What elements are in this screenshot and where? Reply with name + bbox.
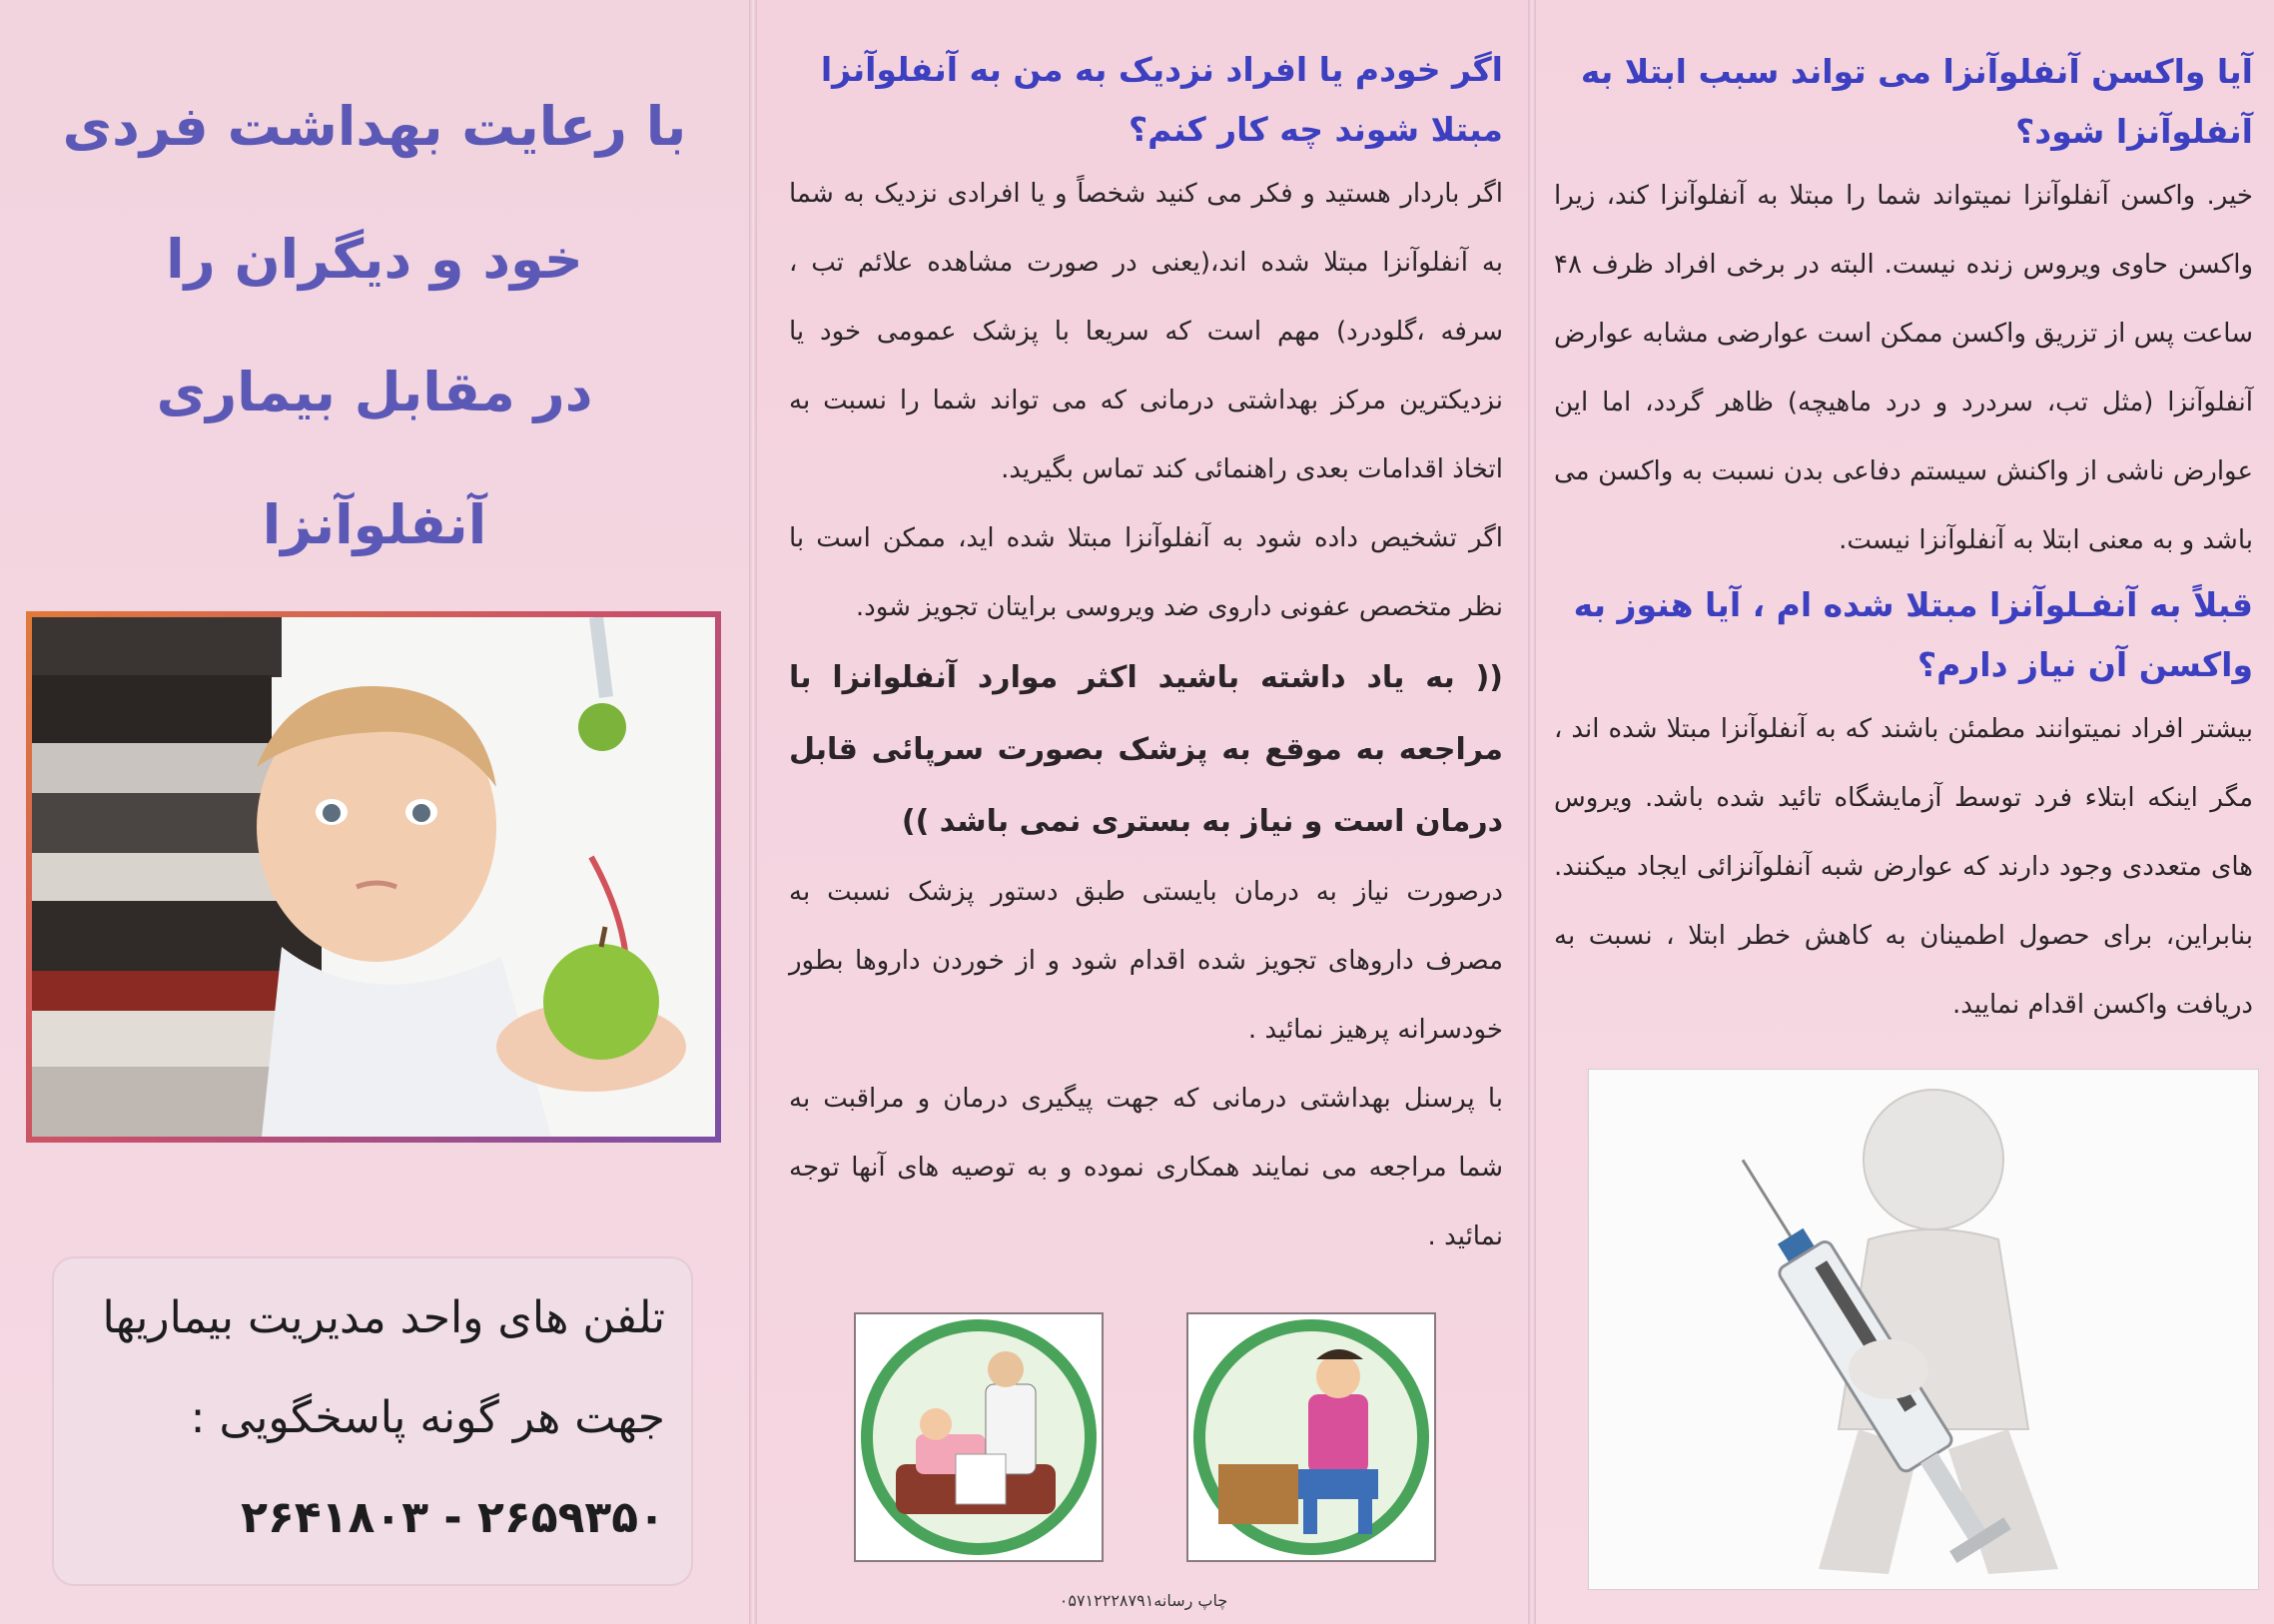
middle-bold-note: (( به یاد داشته باشید اکثر موارد آنفلوانزا با مراجعه به موقع به پزشک بصورت سرپائی قابل درمان است و نیاز به بستری نمی باشد )) <box>789 660 1503 839</box>
fold-line <box>749 0 757 1624</box>
middle-paragraph: درصورت نیاز به درمان بایستی طبق دستور پزشک نسبت به مصرف داروهای تجویز شده اقدام شود و از خوردن داروها بطور خودسرانه پرهیز نمائید . <box>789 877 1503 1045</box>
fold-line <box>1528 0 1536 1624</box>
figure-head <box>1864 1090 2003 1229</box>
slogan-line: با رعایت بهداشت فردی <box>62 95 687 158</box>
middle-paragraph: با پرسنل بهداشتی درمانی که جهت پیگیری درمان و مراقبت به شما مراجعه می نمایند همکاری نموده و به توصیه های آنها توجه نمائید . <box>789 1084 1503 1251</box>
right-paragraph: خیر. واکسن آنفلوآنزا نمیتواند شما را مبتلا به آنفلوآنزا کند، زیرا واکسن حاوی ویروس زنده نیست. البته در برخی افراد ظرف ۴۸ ساعت پس از تزریق واکسن ممکن است عوارضی مشابه عوارض آنفلوآنزا (مثل تب، سردرد و درد ماهیچه) ظاهر گردد، اما این عوارض ناشی از واکنش سیستم دفاعی بدن نسبت به واکسن می باشد و به معنی ابتلا به آنفلوآنزا نیست. <box>1554 181 2253 555</box>
small-apple <box>578 703 626 751</box>
phone-title-line-2: جهت هر گونه پاسخگویی : <box>190 1392 665 1443</box>
middle-text-column <box>789 40 1503 1271</box>
slogan-line: در مقابل بیماری آنفلوآنزا <box>156 361 593 556</box>
phone-title-line-1: تلفن های واحد مدیریت بیماریها <box>102 1292 665 1343</box>
contact-phone-box <box>52 1256 693 1586</box>
child-with-apple-photo <box>26 611 721 1143</box>
right-heading: قبلاً به آنفـلوآنزا مبتلا شده ام ، آیا هنوز به واکسن آن نیاز دارم؟ <box>1573 585 2253 684</box>
right-text-column <box>1554 42 2253 1040</box>
print-note: چاپ رسانه۰۵۷۱۲۲۲۸۷۹۱ <box>1059 1591 1228 1610</box>
child-photo-illustration <box>32 617 715 1137</box>
sick-person-illustration <box>1186 1312 1436 1562</box>
apple-icon <box>543 944 659 1060</box>
middle-paragraph: اگر تشخیص داده شود به آنفلوآنزا مبتلا شده اید، ممکن است با نظر متخصص عفونی داروی ضد ویروسی برایتان تجویز شود. <box>789 523 1503 622</box>
right-paragraph: بیشتر افراد نمیتوانند مطمئن باشند که به آنفلوآنزا مبتلا شده اند ، مگر اینکه ابتلاء فرد توسط آزمایشگاه تائید شده باشد. ویروس های متعددی وجود دارند که عوارض شبه آنفلوآنزائی ایجاد میکنند. بنابراین، برای حصول اطمینان به کاهش خطر ابتلا ، نسبت به دریافت واکسن اقدام نمایید. <box>1554 714 2253 1020</box>
phone-numbers: ۲۶۵۹۳۵۰ - ۲۶۴۱۸۰۳ <box>241 1492 665 1543</box>
middle-paragraph: اگر باردار هستید و فکر می کنید شخصاً و یا افرادی نزدیک به شما به آنفلوآنزا مبتلا شده اند،(یعنی در صورت مشاهده علائم تب ، سرفه ،گلودرد) مهم است که سریعا با پزشک عمومی خود یا نزدیکترین مرکز بهداشتی درمانی که می تواند شما را نسبت به اتخاذ اقدامات بعدی راهنمائی کند تماس بگیرید. <box>789 179 1503 484</box>
syringe-figure-illustration <box>1588 1069 2259 1590</box>
slogan-line: خود و دیگران را <box>166 228 583 291</box>
doctor-visit-illustration <box>854 1312 1104 1562</box>
right-heading: آیا واکسن آنفلوآنزا می تواند سبب ابتلا به آنفلوآنزا شود؟ <box>1580 52 2253 151</box>
middle-heading: اگر خودم یا افراد نزدیک به من به آنفلوآنزا مبتلا شوند چه کار کنم؟ <box>820 50 1503 149</box>
